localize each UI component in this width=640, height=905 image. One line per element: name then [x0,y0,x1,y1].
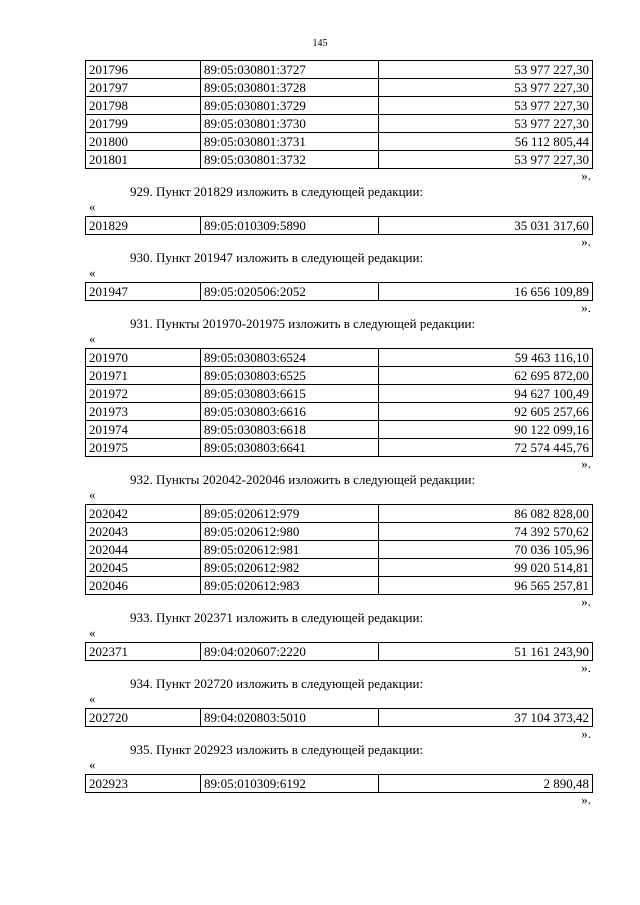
cadastral-number-cell: 89:05:020612:982 [201,559,379,577]
item-number-cell: 202044 [86,541,201,559]
cadastral-number-cell: 89:05:020506:2052 [201,283,379,301]
cadastral-value-cell: 94 627 100,49 [379,385,593,403]
section-table [85,504,593,595]
amendment-section [85,316,593,471]
first-table-body [86,61,593,169]
item-number-cell: 201798 [86,97,201,115]
item-number-cell: 201974 [86,421,201,439]
cadastral-number-cell: 89:05:020612:979 [201,505,379,523]
amendment-section [85,250,593,315]
section-table-body [86,709,593,727]
section-table [85,708,593,727]
item-number-cell: 201971 [86,367,201,385]
cadastral-value-cell: 70 036 105,96 [379,541,593,559]
cadastral-value-cell: 62 695 872,00 [379,367,593,385]
cadastral-value-cell: 53 977 227,30 [379,79,593,97]
table-row [86,61,593,79]
page-number: 145 [312,38,328,49]
section-table [85,774,593,793]
cadastral-value-cell: 53 977 227,30 [379,151,593,169]
table-row [86,115,593,133]
section-title: 934. Пункт 202720 изложить в следующей редакции: [130,676,424,691]
item-number-cell: 201972 [86,385,201,403]
cadastral-number-cell: 89:05:020612:980 [201,523,379,541]
table-row [86,283,593,301]
section-table-body [86,283,593,301]
cadastral-value-cell: 90 122 099,16 [379,421,593,439]
open-quote: « [89,757,96,772]
item-number-cell: 201947 [86,283,201,301]
section-table [85,348,593,457]
item-number-cell: 202045 [86,559,201,577]
document-body [85,60,593,807]
cadastral-number-cell: 89:05:030801:3728 [201,79,379,97]
open-quote: « [89,625,96,640]
table-row [86,643,593,661]
amendment-section [85,676,593,741]
item-number-cell: 202043 [86,523,201,541]
cadastral-value-cell: 59 463 116,10 [379,349,593,367]
cadastral-value-cell: 86 082 828,00 [379,505,593,523]
item-number-cell: 202042 [86,505,201,523]
item-number-cell: 202720 [86,709,201,727]
section-table-body [86,505,593,595]
open-quote: « [89,691,96,706]
close-quote: ». [581,168,591,183]
table-row [86,79,593,97]
amendment-section [85,610,593,675]
table-row [86,505,593,523]
table-row [86,421,593,439]
table-row [86,133,593,151]
table-row [86,577,593,595]
cadastral-number-cell: 89:05:020612:983 [201,577,379,595]
table-row [86,709,593,727]
cadastral-value-cell: 16 656 109,89 [379,283,593,301]
section-table-body [86,775,593,793]
cadastral-number-cell: 89:05:030803:6616 [201,403,379,421]
cadastral-number-cell: 89:05:030803:6641 [201,439,379,457]
item-number-cell: 202923 [86,775,201,793]
item-number-cell: 201796 [86,61,201,79]
cadastral-number-cell: 89:05:030803:6524 [201,349,379,367]
table-row [86,775,593,793]
amendment-section [85,472,593,609]
cadastral-number-cell: 89:05:030801:3727 [201,61,379,79]
table-row [86,349,593,367]
cadastral-number-cell: 89:05:020612:981 [201,541,379,559]
open-quote: « [89,331,96,346]
item-number-cell: 201801 [86,151,201,169]
cadastral-value-cell: 53 977 227,30 [379,61,593,79]
item-number-cell: 201800 [86,133,201,151]
first-table [85,60,593,169]
table-row [86,217,593,235]
cadastral-number-cell: 89:05:030801:3732 [201,151,379,169]
cadastral-number-cell: 89:05:030803:6615 [201,385,379,403]
table-row [86,367,593,385]
cadastral-value-cell: 53 977 227,30 [379,97,593,115]
cadastral-value-cell: 99 020 514,81 [379,559,593,577]
item-number-cell: 202046 [86,577,201,595]
cadastral-number-cell: 89:05:010309:5890 [201,217,379,235]
cadastral-number-cell: 89:05:030801:3731 [201,133,379,151]
cadastral-number-cell: 89:05:030801:3729 [201,97,379,115]
open-quote: « [89,199,96,214]
close-quote: ». [581,234,591,249]
table-row [86,559,593,577]
close-quote: ». [581,300,591,315]
cadastral-number-cell: 89:04:020803:5010 [201,709,379,727]
cadastral-value-cell: 35 031 317,60 [379,217,593,235]
item-number-cell: 202371 [86,643,201,661]
item-number-cell: 201829 [86,217,201,235]
close-quote: ». [581,660,591,675]
table-row [86,403,593,421]
cadastral-value-cell: 72 574 445,76 [379,439,593,457]
section-table [85,216,593,235]
cadastral-value-cell: 74 392 570,62 [379,523,593,541]
section-title: 935. Пункт 202923 изложить в следующей редакции: [130,742,424,757]
cadastral-value-cell: 2 890,48 [379,775,593,793]
table-row [86,541,593,559]
table-row [86,523,593,541]
close-quote: ». [581,594,591,609]
item-number-cell: 201973 [86,403,201,421]
close-quote: ». [581,792,591,807]
section-table [85,282,593,301]
table-row [86,385,593,403]
section-title: 929. Пункт 201829 изложить в следующей редакции: [130,184,424,199]
item-number-cell: 201797 [86,79,201,97]
section-title: 930. Пункт 201947 изложить в следующей редакции: [130,250,424,265]
item-number-cell: 201799 [86,115,201,133]
section-table-body [86,349,593,457]
cadastral-value-cell: 53 977 227,30 [379,115,593,133]
cadastral-number-cell: 89:05:030801:3730 [201,115,379,133]
amendment-sections [85,184,593,807]
cadastral-number-cell: 89:05:030803:6618 [201,421,379,439]
amendment-section [85,184,593,249]
open-quote: « [89,487,96,502]
table-row [86,151,593,169]
close-quote: ». [581,456,591,471]
section-title: 932. Пункты 202042-202046 изложить в следующей редакции: [130,472,476,487]
table-row [86,439,593,457]
open-quote: « [89,265,96,280]
section-title: 933. Пункт 202371 изложить в следующей редакции: [130,610,424,625]
item-number-cell: 201975 [86,439,201,457]
cadastral-value-cell: 51 161 243,90 [379,643,593,661]
item-number-cell: 201970 [86,349,201,367]
section-table-body [86,643,593,661]
cadastral-number-cell: 89:05:010309:6192 [201,775,379,793]
amendment-section [85,742,593,807]
section-table-body [86,217,593,235]
cadastral-value-cell: 92 605 257,66 [379,403,593,421]
cadastral-value-cell: 37 104 373,42 [379,709,593,727]
cadastral-value-cell: 56 112 805,44 [379,133,593,151]
table-row [86,97,593,115]
cadastral-number-cell: 89:05:030803:6525 [201,367,379,385]
cadastral-number-cell: 89:04:020607:2220 [201,643,379,661]
close-quote: ». [581,726,591,741]
section-title: 931. Пункты 201970-201975 изложить в следующей редакции: [130,316,476,331]
cadastral-value-cell: 96 565 257,81 [379,577,593,595]
section-table [85,642,593,661]
